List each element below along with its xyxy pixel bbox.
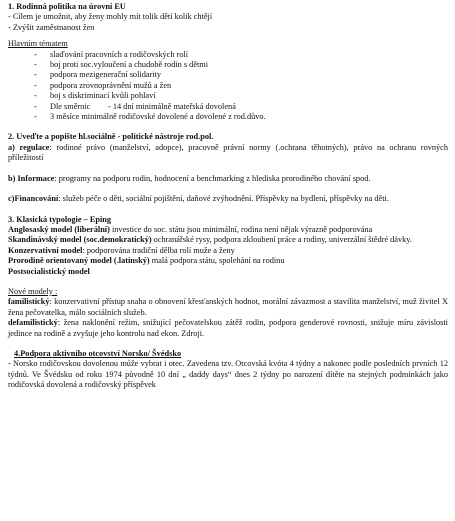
- s2-a-label: a) regulace: [8, 142, 50, 152]
- s3-m3-label: Konzervativní model: [8, 245, 83, 255]
- trend-value: - 14 dní minimálně mateřská dovolená: [108, 101, 236, 111]
- s3-model-5: Postsocialistický model: [8, 266, 90, 276]
- s2-informace: [8, 174, 448, 184]
- s3-m4-label: Prorodině orientovaný model (.latinský): [8, 256, 150, 266]
- list-item: - podpora zrovnoprávnění mužů a žen: [34, 81, 448, 91]
- s3-model-1: [8, 225, 448, 235]
- s3-m3-text: : podporována tradiční dělba rolí muže a ženy: [82, 245, 235, 255]
- new-models-title: Nové modely :: [8, 286, 58, 296]
- s3-model-4: [8, 256, 448, 266]
- s3-model-2: [8, 235, 448, 245]
- s3-model-3: [8, 246, 448, 256]
- document: [8, 2, 448, 391]
- themes-heading: Hlavním tématem: [8, 39, 68, 49]
- list-item: - slaďování pracovních a rodičovských rolí: [34, 50, 448, 60]
- s4-familisticky: [8, 297, 448, 318]
- list-item: - boj proti soc.vyloučení a chudobě rodin s dětmi: [34, 60, 448, 70]
- list-item: [34, 102, 448, 112]
- s2-c-text: : služeb péče o děti, sociální pojištění, daňové zvýhodnění. Příspěvky na bydlení, příspěvky na děti.: [58, 194, 389, 204]
- s2-c-label: c)Financování: [8, 194, 59, 204]
- section-3-title: 3. Klasická typologie – Eping: [8, 214, 112, 224]
- s4-f-text: : konzervativní přístup snaha o obnovení křesťanských hodnot, morální závazmost a stavilita manželství, muž živitel X žena pečovatelka, málo sociálních služeb.: [8, 297, 448, 317]
- s3-m1-text: investice do soc. státu jsou minimální, rodina není nějak výrazně podporována: [109, 224, 373, 234]
- section-1-title: 1. Rodinná politika na úrovni EU: [8, 2, 126, 11]
- s1-line-1: - Cílem je umožnit, aby ženy mohly mít tolik dětí kolik chtějí: [8, 12, 213, 22]
- s2-financovani: [8, 194, 448, 204]
- s4-f-label: familistický: [8, 297, 50, 307]
- trend-label: Dle směrnic: [50, 101, 91, 111]
- s4-d-text: : žena naklonění režim, snižující pečovatelskou zátěž rodin, podpora genderové rovnosti, snižuje míru závislosti jedince na rodině a zvyšuje jeho kontrolu nad ekon. Zdroji.: [8, 318, 448, 338]
- s3-m1-label: Anglosaský model (liberální): [8, 224, 110, 234]
- list-item: - boj s diskriminací kvůli pohlaví: [34, 91, 448, 101]
- list-item: - podpora mezigenerační solidarity: [34, 70, 448, 80]
- s2-regulace: [8, 143, 448, 164]
- s4-defamilisticky: [8, 318, 448, 339]
- s3-m4-text: malá podpora státu, spolehání na rodinu: [149, 256, 285, 266]
- s2-b-label: b) Informace: [8, 173, 55, 183]
- s3-m2-label: Skandinávský model (soc.demokratický): [8, 235, 152, 245]
- s1-line-2: - Zvýšit zaměstnanost žen: [8, 22, 95, 32]
- list-item: - 3 měsíce minimálně rodičovské dovolené a dovolené z rod.důvo.: [34, 112, 448, 122]
- themes-list: [8, 50, 448, 123]
- s2-b-text: : programy na podporu rodin, hodnocení a benchmarking z hlediska prorodiného chování spod.: [54, 173, 371, 183]
- s4-d-label: defamilistický: [8, 318, 58, 328]
- s5-text: - Norsko rodičovskou dovolenou může vybrat i otec. Zavedena tzv. Otcovská kvóta 4 týdny a nakonec podle posledních prvních 12 týdnů. Ve Švédsku od roku 1974 původně 10 dní „ daddy days“ dnes 2 týdny po narození dítěte na stejných podmínkách jako rodičovská dovolená a rodičovský příspěvek: [8, 359, 448, 390]
- section-4-title: 4.Podpora aktivního otcovství Norsko/ Švédsko: [14, 348, 182, 358]
- section-2-title: 2. Uveďte a popište hl.sociálně - politické nástroje rod.pol.: [8, 132, 214, 142]
- s3-m2-text: ochranářské rysy, podpora zkloubení práce a rodiny, univerzální štědré dávky.: [151, 235, 412, 245]
- s2-a-text: : rodinné právo (manželství, adopce), pracovně právní normy (.ochrana těhotných), právo na ochranu rovných příležitostí: [8, 142, 448, 163]
